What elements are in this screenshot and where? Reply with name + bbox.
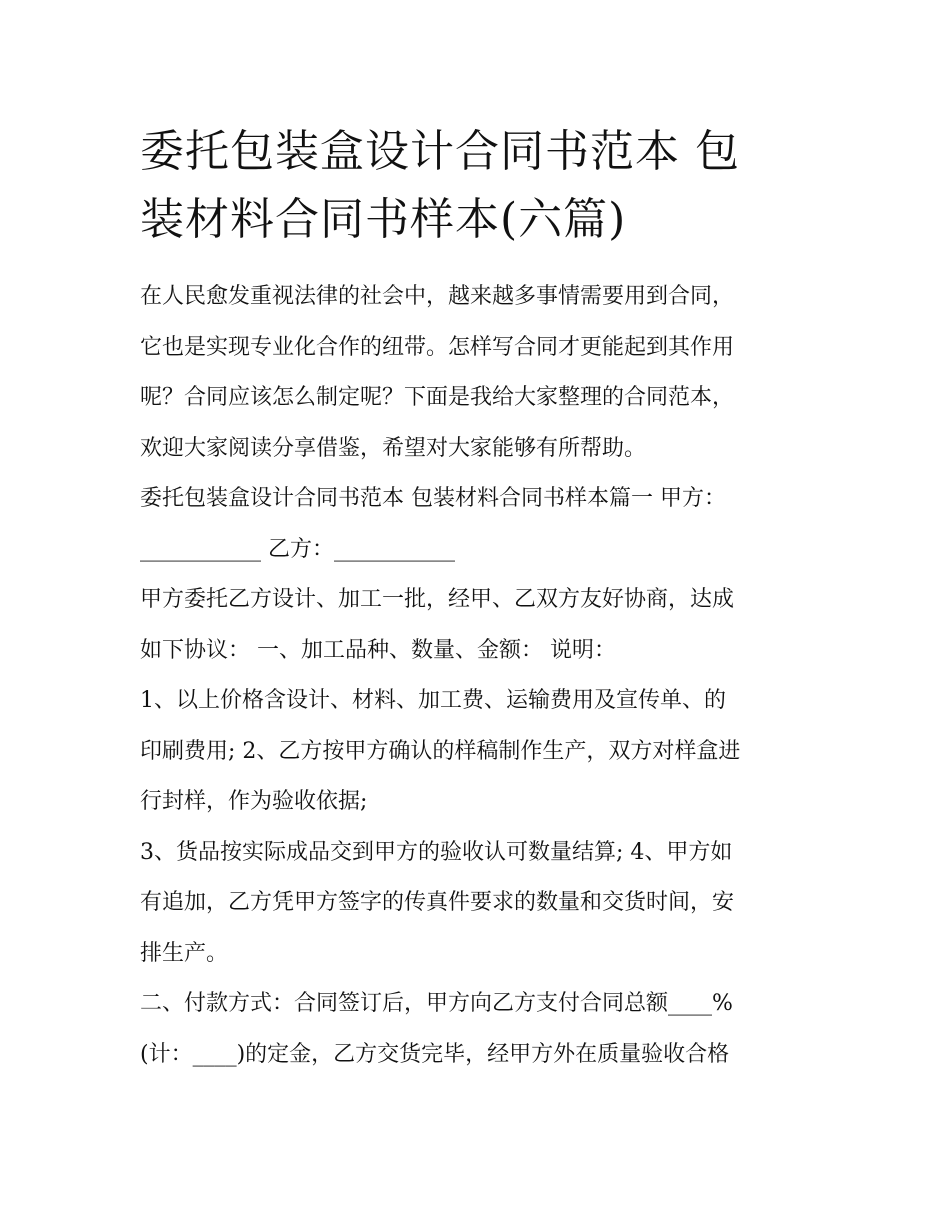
text-line: 3、货品按实际成品交到甲方的验收认可数量结算; 4、甲方如 — [140, 839, 733, 865]
party-blanks-line: ___________ 乙方：___________ — [140, 536, 455, 562]
text-line: 它也是实现专业化合作的纽带。怎样写合同才更能起到其作用 — [140, 334, 735, 360]
document-page — [140, 118, 820, 1080]
intro-paragraph — [140, 272, 820, 474]
note-paragraph-2 — [140, 828, 820, 980]
document-title — [140, 118, 820, 254]
title-line-1: 委托包装盒设计合同书范本 包 — [140, 126, 740, 177]
agreement-paragraph — [140, 575, 820, 676]
title-line-2: 装材料合同书样本(六篇) — [140, 194, 627, 245]
text-line: 在人民愈发重视法律的社会中，越来越多事情需要用到合同， — [140, 284, 735, 309]
text-line: 呢？合同应该怎么制定呢？下面是我给大家整理的合同范本， — [140, 385, 735, 410]
text-line: 印刷费用; 2、乙方按甲方确认的样稿制作生产，双方对样盒进 — [140, 738, 741, 764]
text-line: 有追加，乙方凭甲方签字的传真件要求的数量和交货时间，安 — [140, 890, 735, 915]
text-line: 二、付款方式：合同签订后，甲方向乙方支付合同总额____% — [140, 991, 733, 1016]
text-line: 行封样，作为验收依据; — [140, 789, 368, 814]
contract-heading-paragraph — [140, 474, 820, 575]
payment-paragraph — [140, 979, 820, 1080]
text-line: 排生产。 — [140, 940, 229, 966]
text-line: (计：____)的定金，乙方交货完毕，经甲方外在质量验收合格 — [140, 1041, 730, 1067]
text-line: 甲方委托乙方设计、加工一批，经甲、乙双方友好协商，达成 — [140, 587, 735, 612]
text-line: 欢迎大家阅读分享借鉴，希望对大家能够有所帮助。 — [140, 435, 647, 461]
text-line: 如下协议： 一、加工品种、数量、金额： 说明： — [140, 637, 616, 663]
text-line: 委托包装盒设计合同书范本 包装材料合同书样本篇一 甲方： — [140, 486, 726, 511]
text-line: 1、以上价格含设计、材料、加工费、运输费用及宣传单、的 — [140, 688, 726, 713]
note-paragraph-1 — [140, 676, 820, 828]
